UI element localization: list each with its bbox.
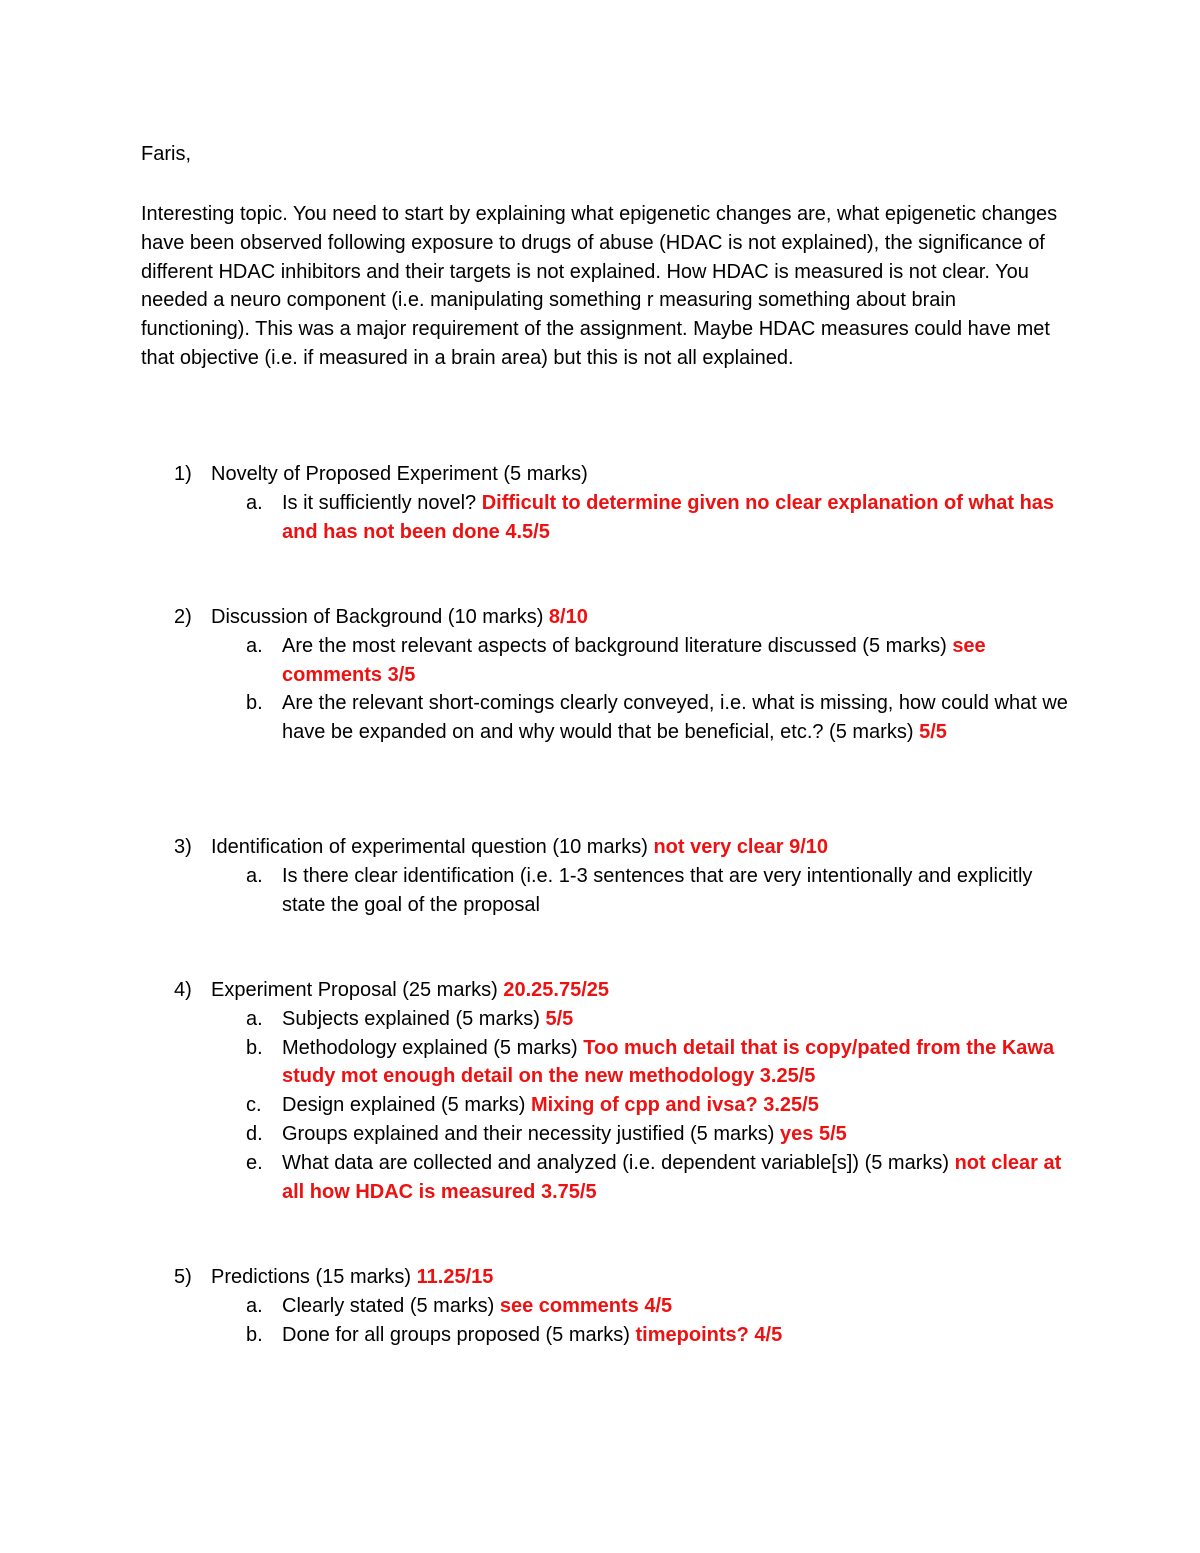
section-heading <box>174 833 1074 862</box>
rubric-item <box>174 689 1074 747</box>
rubric-section-background <box>174 603 1074 747</box>
rubric-section-proposal <box>174 976 1074 1206</box>
item-text: Methodology explained (5 marks) <box>282 1036 578 1059</box>
section-score: 11.25/15 <box>416 1266 494 1288</box>
item-marker: a. <box>246 491 263 514</box>
rubric-item <box>174 1321 1074 1350</box>
rubric-item <box>174 1149 1074 1207</box>
section-heading <box>174 1263 1074 1292</box>
section-number: 2) <box>174 606 192 628</box>
rubric-item <box>174 1292 1074 1321</box>
item-text: Clearly stated (5 marks) <box>282 1294 495 1317</box>
section-score: 20.25.75/25 <box>503 979 609 1001</box>
section-heading <box>174 976 1074 1005</box>
item-marker: a. <box>246 1294 263 1317</box>
item-marker: b. <box>246 1036 263 1059</box>
rubric-item <box>174 489 1074 547</box>
item-feedback: see comments 4/5 <box>499 1294 673 1317</box>
item-marker: c. <box>246 1094 262 1117</box>
rubric-item <box>174 1091 1074 1120</box>
section-number: 1) <box>174 463 192 485</box>
section-score: 8/10 <box>548 606 588 628</box>
item-text: Design explained (5 marks) <box>282 1094 526 1117</box>
section-score: not very clear 9/10 <box>653 836 829 858</box>
item-marker: b. <box>246 1323 263 1346</box>
section-title: Predictions (15 marks) <box>211 1266 412 1288</box>
section-title: Discussion of Background (10 marks) <box>211 606 544 628</box>
item-marker: e. <box>246 1151 263 1174</box>
item-feedback: yes 5/5 <box>780 1122 847 1145</box>
item-text: Is it sufficiently novel? <box>282 491 477 514</box>
section-heading <box>174 603 1074 632</box>
item-feedback: Too much detail that is copy/pated from the Kawa study mot enough detail on the new methodology 3.25/5 <box>282 1036 1055 1088</box>
section-number: 3) <box>174 836 192 858</box>
intro-paragraph: Interesting topic. You need to start by explaining what epigenetic changes are, what epigenetic changes have been observed following exposure to drugs of abuse (HDAC is not explained), the significance of different HDAC inhibitors and their targets is not explained. How HDAC is measured is not clear. You needed a neuro component (i.e. manipulating something r measuring something about brain functioning). This was a major requirement of the assignment. Maybe HDAC measures could have met that objective (i.e. if measured in a brain area) but this is not all explained. <box>141 203 1058 369</box>
item-feedback: Difficult to determine given no clear explanation of what has and has not been done 4.5/5 <box>282 491 1055 543</box>
rubric-section-novelty <box>174 460 1074 546</box>
rubric-section-question <box>174 833 1074 919</box>
item-text: Done for all groups proposed (5 marks) <box>282 1323 630 1346</box>
item-text: What data are collected and analyzed (i.e. dependent variable[s]) (5 marks) <box>282 1151 950 1174</box>
rubric-item <box>174 862 1074 920</box>
item-text: Groups explained and their necessity justified (5 marks) <box>282 1122 775 1145</box>
rubric-section-predictions <box>174 1263 1074 1349</box>
item-feedback: 5/5 <box>919 721 947 744</box>
section-title: Identification of experimental question (10 marks) <box>211 836 648 858</box>
section-number: 5) <box>174 1266 192 1288</box>
item-text: Are the relevant short-comings clearly conveyed, i.e. what is missing, how could what we have be expanded on and why would that be beneficial, etc.? (5 marks) <box>282 692 1068 744</box>
item-feedback: timepoints? 4/5 <box>635 1323 783 1346</box>
rubric-item <box>174 1034 1074 1092</box>
item-text: Subjects explained (5 marks) <box>282 1007 540 1030</box>
item-feedback: not clear at all how HDAC is measured 3.75/5 <box>282 1151 1062 1203</box>
section-title: Novelty of Proposed Experiment (5 marks) <box>211 463 588 485</box>
item-feedback: Mixing of cpp and ivsa? 3.25/5 <box>531 1094 819 1117</box>
item-marker: d. <box>246 1122 263 1145</box>
item-marker: a. <box>246 864 263 887</box>
rubric-item <box>174 632 1074 690</box>
rubric-item <box>174 1005 1074 1034</box>
item-text: Is there clear identification (i.e. 1-3 sentences that are very intentionally and explicitly state the goal of the proposal <box>282 864 1033 916</box>
section-number: 4) <box>174 979 192 1001</box>
item-text: Are the most relevant aspects of background literature discussed (5 marks) <box>282 634 947 657</box>
item-marker: a. <box>246 634 263 657</box>
salutation: Faris, <box>141 143 191 165</box>
item-feedback: 5/5 <box>545 1007 574 1030</box>
item-feedback: see comments 3/5 <box>282 634 986 686</box>
item-marker: b. <box>246 692 263 715</box>
section-heading <box>174 460 1074 489</box>
rubric-item <box>174 1120 1074 1149</box>
item-marker: a. <box>246 1007 263 1030</box>
section-title: Experiment Proposal (25 marks) <box>211 979 498 1001</box>
